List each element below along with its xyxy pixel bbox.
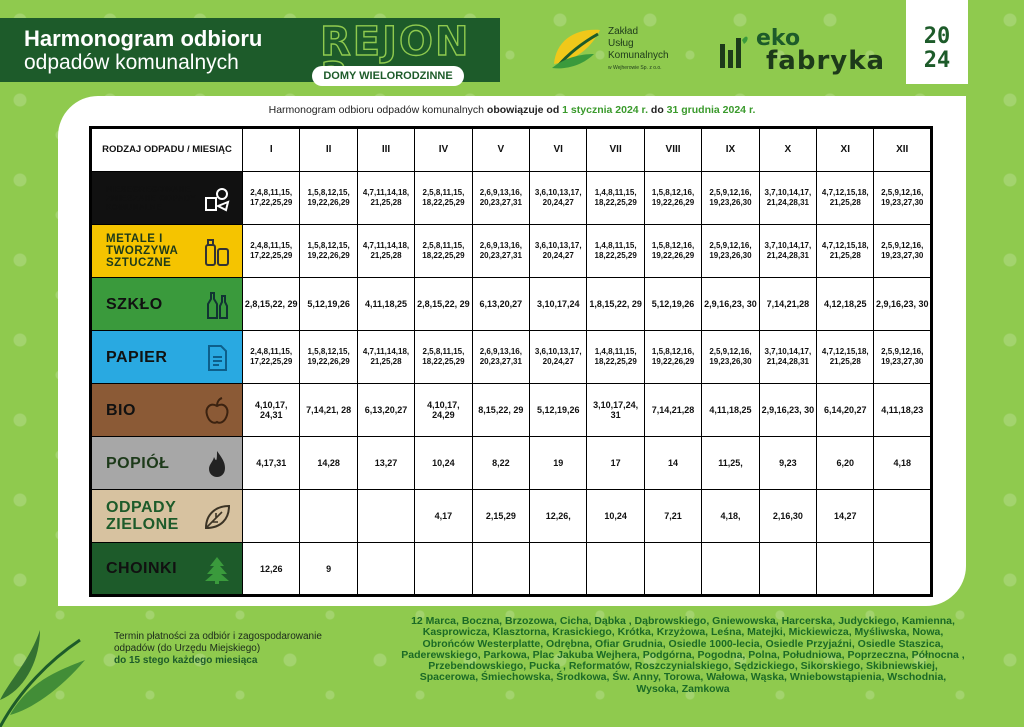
waste-category-label: METALE I TWORZYWA SZTUCZNE — [106, 233, 178, 269]
schedule-cell: 4,11,18,25 — [357, 278, 414, 331]
waste-category-cell — [91, 437, 243, 490]
schedule-cell: 2,5,9,12,16, 19,23,26,30 — [702, 225, 759, 278]
validity-notice — [0, 104, 1024, 116]
table-row — [91, 490, 932, 543]
schedule-cell — [644, 543, 701, 596]
schedule-cell: 2,5,9,12,16, 19,23,27,30 — [874, 331, 932, 384]
zuk-logo-text — [608, 26, 669, 74]
month-header: IX — [702, 128, 759, 172]
leaf-icon — [202, 502, 232, 532]
table-row — [91, 437, 932, 490]
month-header: VI — [530, 128, 587, 172]
schedule-cell — [472, 543, 529, 596]
table-row — [91, 225, 932, 278]
leaf-logo-icon — [550, 24, 602, 70]
schedule-cell: 2,8,15,22, 29 — [243, 278, 300, 331]
decorative-leaves-icon — [0, 620, 90, 727]
month-header: XI — [817, 128, 874, 172]
title-line-2: odpadów komunalnych — [24, 51, 239, 74]
logo-line-4: w Wejherowie Sp. z o.o. — [608, 65, 662, 71]
waste-category-label: NIESEGREGOWANE ZMIESZANE ODPADY KOMUNALNE — [106, 184, 196, 212]
schedule-cell: 1,5,8,12,16, 19,22,26,29 — [644, 172, 701, 225]
factory-icon — [718, 30, 750, 70]
schedule-cell: 2,4,8,11,15, 17,22,25,29 — [243, 331, 300, 384]
schedule-cell: 5,12,19,26 — [300, 278, 357, 331]
schedule-cell: 8,15,22, 29 — [472, 384, 529, 437]
region-subtitle-badge: DOMY WIELORODZINNE — [312, 66, 464, 86]
table-row — [91, 172, 932, 225]
schedule-cell: 11,25, — [702, 437, 759, 490]
payment-note — [114, 631, 322, 667]
table-header-row — [91, 128, 932, 172]
notice-to-date: 31 grudnia 2024 r. — [666, 104, 756, 116]
schedule-cell: 2,6,9,13,16, 20,23,27,31 — [472, 225, 529, 278]
schedule-cell: 4,11,18,23 — [874, 384, 932, 437]
schedule-cell: 1,5,8,12,15, 19,22,26,29 — [300, 331, 357, 384]
bottle-can-icon — [202, 237, 232, 267]
schedule-cell: 2,5,8,11,15, 18,22,25,29 — [415, 172, 472, 225]
schedule-cell: 6,20 — [817, 437, 874, 490]
schedule-cell: 2,6,9,13,16, 20,23,27,31 — [472, 172, 529, 225]
schedule-cell: 4,11,18,25 — [702, 384, 759, 437]
month-header: VII — [587, 128, 644, 172]
flame-icon — [202, 449, 232, 479]
month-header: VIII — [644, 128, 701, 172]
schedule-cell: 10,24 — [587, 490, 644, 543]
schedule-cell: 12,26 — [243, 543, 300, 596]
waste-category-label: POPIÓŁ — [106, 454, 170, 472]
schedule-cell: 1,5,8,12,16, 19,22,26,29 — [644, 225, 701, 278]
schedule-cell: 2,16,30 — [759, 490, 816, 543]
month-header: XII — [874, 128, 932, 172]
schedule-cell: 2,9,16,23, 30 — [874, 278, 932, 331]
month-header: III — [357, 128, 414, 172]
corner-header: RODZAJ ODPADU / MIESIĄC — [91, 128, 243, 172]
schedule-cell: 1,5,8,12,15, 19,22,26,29 — [300, 172, 357, 225]
year-bottom: 24 — [923, 48, 951, 73]
apple-icon — [202, 396, 232, 426]
waste-category-label: SZKŁO — [106, 295, 163, 313]
schedule-cell: 2,4,8,11,15, 17,22,25,29 — [243, 172, 300, 225]
schedule-cell: 14 — [644, 437, 701, 490]
schedule-cell: 2,4,8,11,15, 17,22,25,29 — [243, 225, 300, 278]
waste-category-label: CHOINKI — [106, 560, 178, 577]
schedule-cell: 8,22 — [472, 437, 529, 490]
table-row — [91, 278, 932, 331]
schedule-cell — [817, 543, 874, 596]
schedule-cell: 5,12,19,26 — [644, 278, 701, 331]
logo-line-2: Usług — [608, 38, 634, 49]
year-top: 20 — [923, 24, 951, 49]
notice-bold: obowiązuje od — [486, 104, 563, 116]
schedule-cell — [530, 543, 587, 596]
schedule-cell: 4,10,17, 24,31 — [243, 384, 300, 437]
street-list: 12 Marca, Boczna, Brzozowa, Cicha, Dąbka , Dąbrowskiego, Gniewowska, Harcerska, Judyckiego, Kamienna, Kasprowicza, Klasztorna, Krasickiego, Krótka, Krzyżowa, Leśna, Matejki, Mickiewicza, Myśliwska, Nowa, Obrońców Westerplatte, Odrębna, Ofiar Grudnia, Osiedle 1000-lecia, Osiedle Przyjaźni, Osiedle Staszica, Paderewskiego, Parkowa, Plac Jakuba Wejhera, Podgórna, Pogodna, Polna, Południowa, Poprzeczna, Północna , Przebendowskiego, Pucka , Reformatów, Roszczynialskiego, Sędzickiego, Sikorskiego, Skibniewskiej, Spacerowa, Śmiechowska, Środkowa, Św. Anny, Torowa, Wałowa, Wąska, Wniebowstąpienia, Wschodnia, Wysoka, Zamkowa — [401, 615, 965, 695]
schedule-cell: 17 — [587, 437, 644, 490]
schedule-cell: 4,7,11,14,18, 21,25,28 — [357, 172, 414, 225]
schedule-cell: 2,5,9,12,16, 19,23,27,30 — [874, 225, 932, 278]
schedule-cell: 4,10,17, 24,29 — [415, 384, 472, 437]
month-header: II — [300, 128, 357, 172]
schedule-cell: 3,7,10,14,17, 21,24,28,31 — [759, 331, 816, 384]
schedule-cell: 3,7,10,14,17, 21,24,28,31 — [759, 225, 816, 278]
region-label: REJON — [320, 19, 471, 65]
paper-document-icon — [202, 343, 232, 373]
schedule-cell: 2,6,9,13,16, 20,23,27,31 — [472, 331, 529, 384]
schedule-cell: 3,7,10,14,17, 21,24,28,31 — [759, 172, 816, 225]
zuk-logo — [550, 22, 680, 72]
logo-line-3: Komunalnych — [608, 50, 669, 61]
schedule-cell: 19 — [530, 437, 587, 490]
waste-category-label: ODPADY ZIELONE — [106, 499, 179, 533]
schedule-cell: 6,13,20,27 — [357, 384, 414, 437]
schedule-table — [89, 126, 933, 597]
schedule-cell: 1,8,15,22, 29 — [587, 278, 644, 331]
schedule-cell: 2,9,16,23, 30 — [702, 278, 759, 331]
schedule-cell: 10,24 — [415, 437, 472, 490]
schedule-cell: 7,14,21, 28 — [300, 384, 357, 437]
month-header: I — [243, 128, 300, 172]
schedule-cell — [874, 543, 932, 596]
month-header: V — [472, 128, 529, 172]
table-row — [91, 543, 932, 596]
waste-category-cell — [91, 543, 243, 596]
schedule-cell: 7,21 — [644, 490, 701, 543]
schedule-cell: 6,13,20,27 — [472, 278, 529, 331]
schedule-cell: 1,4,8,11,15, 18,22,25,29 — [587, 331, 644, 384]
schedule-cell — [357, 490, 414, 543]
schedule-cell: 2,5,8,11,15, 18,22,25,29 — [415, 331, 472, 384]
glass-bottles-icon — [202, 290, 232, 320]
schedule-cell: 9 — [300, 543, 357, 596]
schedule-cell: 2,5,9,12,16, 19,23,26,30 — [702, 172, 759, 225]
schedule-cell: 3,10,17,24 — [530, 278, 587, 331]
schedule-cell: 5,12,19,26 — [530, 384, 587, 437]
year-badge — [906, 0, 968, 84]
mixed-waste-icon — [202, 184, 232, 214]
schedule-cell: 1,5,8,12,16, 19,22,26,29 — [644, 331, 701, 384]
fabryka-text: fabryka — [766, 46, 886, 76]
schedule-cell: 12,26, — [530, 490, 587, 543]
notice-prefix: Harmonogram odbioru odpadów komunalnych — [268, 104, 487, 116]
title-line-1: Harmonogram odbioru — [24, 26, 263, 51]
schedule-cell: 14,28 — [300, 437, 357, 490]
schedule-cell: 3,6,10,13,17, 20,24,27 — [530, 331, 587, 384]
schedule-cell: 4,7,12,15,18, 21,25,28 — [817, 172, 874, 225]
schedule-cell: 1,4,8,11,15, 18,22,25,29 — [587, 172, 644, 225]
schedule-cell — [874, 490, 932, 543]
schedule-cell: 1,4,8,11,15, 18,22,25,29 — [587, 225, 644, 278]
waste-category-cell — [91, 331, 243, 384]
schedule-cell — [587, 543, 644, 596]
schedule-cell — [702, 543, 759, 596]
waste-category-cell — [91, 490, 243, 543]
schedule-cell: 2,15,29 — [472, 490, 529, 543]
schedule-cell: 4,7,12,15,18, 21,25,28 — [817, 331, 874, 384]
schedule-cell: 2,9,16,23, 30 — [759, 384, 816, 437]
schedule-cell: 4,7,12,15,18, 21,25,28 — [817, 225, 874, 278]
notice-from-date: 1 stycznia 2024 r. — [562, 104, 648, 116]
schedule-cell: 4,17 — [415, 490, 472, 543]
schedule-cell: 2,5,8,11,15, 18,22,25,29 — [415, 225, 472, 278]
schedule-cell: 3,6,10,13,17, 20,24,27 — [530, 172, 587, 225]
schedule-cell — [300, 490, 357, 543]
payment-deadline: do 15 stego każdego miesiąca — [114, 655, 258, 666]
schedule-cell: 7,14,21,28 — [644, 384, 701, 437]
schedule-cell — [415, 543, 472, 596]
schedule-cell: 9,23 — [759, 437, 816, 490]
schedule-cell: 4,18, — [702, 490, 759, 543]
schedule-cell: 7,14,21,28 — [759, 278, 816, 331]
table-row — [91, 384, 932, 437]
schedule-cell: 4,17,31 — [243, 437, 300, 490]
schedule-cell: 2,8,15,22, 29 — [415, 278, 472, 331]
schedule-cell: 4,7,11,14,18, 21,25,28 — [357, 225, 414, 278]
month-header: IV — [415, 128, 472, 172]
schedule-cell: 4,7,11,14,18, 21,25,28 — [357, 331, 414, 384]
waste-category-cell — [91, 172, 243, 225]
waste-category-label: PAPIER — [106, 348, 168, 366]
month-header: X — [759, 128, 816, 172]
payment-line-2: odpadów (do Urzędu Miejskiego) — [114, 643, 261, 654]
schedule-cell: 4,18 — [874, 437, 932, 490]
waste-category-cell — [91, 384, 243, 437]
eko-text: eko — [756, 26, 801, 51]
schedule-cell: 3,10,17,24, 31 — [587, 384, 644, 437]
ekofabryka-logo — [718, 24, 888, 74]
schedule-cell: 14,27 — [817, 490, 874, 543]
schedule-cell: 13,27 — [357, 437, 414, 490]
schedule-cell: 1,5,8,12,15, 19,22,26,29 — [300, 225, 357, 278]
christmas-tree-icon — [202, 555, 232, 585]
schedule-cell: 3,6,10,13,17, 20,24,27 — [530, 225, 587, 278]
schedule-cell: 2,5,9,12,16, 19,23,26,30 — [702, 331, 759, 384]
waste-category-cell — [91, 225, 243, 278]
title-banner — [0, 18, 500, 82]
schedule-cell — [357, 543, 414, 596]
waste-category-label: BIO — [106, 401, 136, 419]
schedule-cell: 6,14,20,27 — [817, 384, 874, 437]
schedule-cell — [759, 543, 816, 596]
schedule-cell: 4,12,18,25 — [817, 278, 874, 331]
payment-line-1: Termin płatności za odbiór i zagospodarowanie — [114, 631, 322, 642]
schedule-cell — [243, 490, 300, 543]
waste-category-cell — [91, 278, 243, 331]
schedule-cell: 2,5,9,12,16, 19,23,27,30 — [874, 172, 932, 225]
table-row — [91, 331, 932, 384]
logo-line-1: Zakład — [608, 26, 639, 37]
notice-mid: do — [647, 104, 667, 116]
